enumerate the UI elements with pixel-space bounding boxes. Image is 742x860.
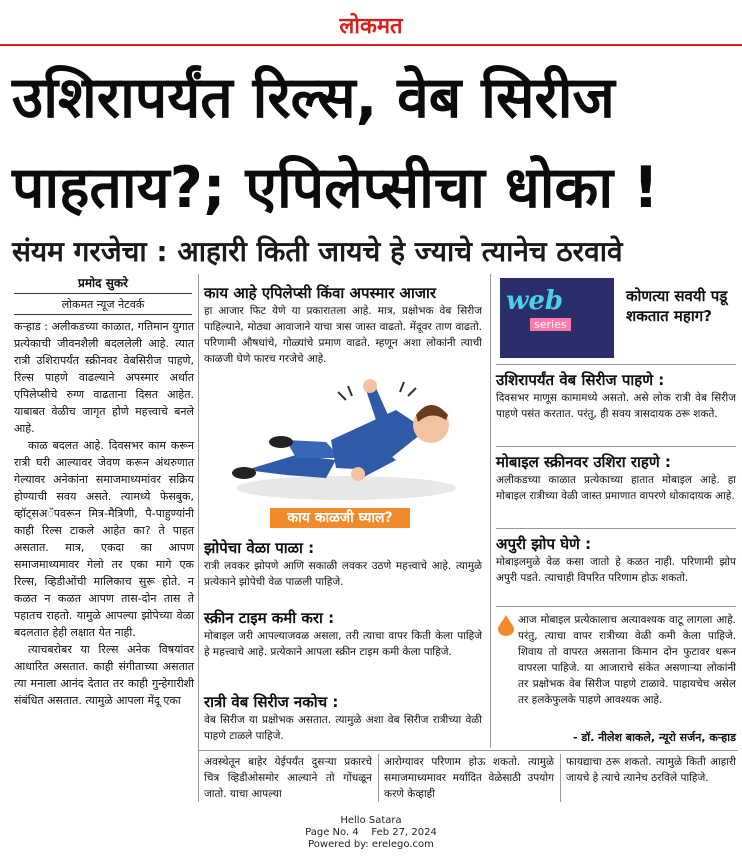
epilepsy-box-body: हा आजार फिट येणे या प्रकारातला आहे. मात्र, प्रक्षोभक वेब सिरीज पाहिल्याने, मोठ्या आवाजाने याचा त्रास जास्त वाढतो. मेंदूवर ताण वाढतो. परिणामी औषधांचे, गोळ्यांचे प्रमाण वाढते. म्हणून अशा लोकांनी त्याची काळजी घेणे फारच गरजेचे आहे. xyxy=(204,305,482,365)
bottom-paragraph: आरोग्यावर परिणाम होऊ शकतो. त्यामुळे समाजमाध्यमावर मर्यादित वेळेसाठी उपयोग करणे केव्हाही xyxy=(384,756,554,800)
page-number: Page No. 4 xyxy=(305,827,359,838)
tip-title: स्क्रीन टाइम कमी करा : xyxy=(204,609,335,627)
seizure-illustration xyxy=(226,370,466,505)
section-rule xyxy=(496,528,736,529)
column-divider xyxy=(490,274,491,748)
article-paragraph: काळ बदलत आहे. दिवसभर काम करून रात्री घरी आल्यावर जेवण करून अंथरुणात गेल्यावर अनेकांना समाजमाध्यमांवर सक्रिय होण्याची सवय असते. त्यामध्ये फेसबुक, व्हॉट्सअॅपवरून मित्र-मैत्रिणी, पै-पाहुण्यांनी काही रिल्स टाकले आहेत का? ते पाहत असतात. मात्र, एकदा का आपण समाजमाध्यमावर गेलो तर एका मागे एक रिल्स, व्हिडीओंची मालिकाच सुरू होते. न कळत न कळत आपण तास-दोन तास ते पहातच राहतो. यामुळे आपल्या झोपेच्या वेळा बदलतात हेही लक्षात येत नाही. xyxy=(14,439,194,639)
edition-name: Hello Satara xyxy=(340,815,402,826)
tip-title: झोपेचा वेळा पाळा : xyxy=(204,539,315,557)
article-paragraph: त्याचबरोबर या रिल्स अनेक विषयांवर आधारित असतात. काही संगीताच्या असतात त्या मनाला आनंद देतात तर काही गुन्हेगारीशी संबंधित असतात. त्यामुळे आपला मेंदू एका xyxy=(14,643,194,707)
section-rule xyxy=(496,606,736,607)
column-divider xyxy=(378,754,379,802)
byline xyxy=(14,274,192,315)
ad-word: series xyxy=(530,318,571,331)
habit-title: उशिरापर्यंत वेब सिरीज पाहणे : xyxy=(496,371,665,389)
quote-attribution: - डॉ. नीलेश बाकले, न्यूरो सर्जन, कऱ्हाड xyxy=(572,731,736,744)
column-divider xyxy=(560,754,561,802)
news-network: लोकमत न्यूज नेटवर्क xyxy=(14,294,192,315)
tip-body: वेब सिरीज या प्रक्षोभक असतात. त्यामुळे अशा वेब सिरीज रात्रीच्या वेळी पाहणे टाळले पाहिजे. xyxy=(204,714,482,742)
author-name: प्रमोद सुकरे xyxy=(14,274,192,294)
tip-body: रात्री लवकर झोपणे आणि सकाळी लवकर उठणे महत्त्वाचे आहे. त्यामुळे प्रत्येकाने झोपेची वेळ पाळली पाहिजे. xyxy=(204,560,482,588)
powered-by: Powered by: erelego.com xyxy=(308,839,434,850)
ad-word: web xyxy=(506,286,564,316)
bottom-rule xyxy=(198,750,738,751)
precautions-callout: काय काळजी घ्याल? xyxy=(270,508,410,528)
masthead-rule xyxy=(0,44,742,46)
section-rule xyxy=(496,446,736,447)
habit-title: अपुरी झोप घेणे : xyxy=(496,535,592,553)
newspaper-logo: लोकमत xyxy=(339,13,403,39)
web-series-image xyxy=(500,278,614,358)
page-footer xyxy=(0,815,742,851)
doctor-quote: आज मोबाइल प्रत्येकालाच अत्यावश्यक वाटू लागला आहे. परंतु, त्याचा वापर रात्रीच्या वेळी कमी केला पाहिजे. शिवाय तो वापरत असताना किमान दोन फुटावर धरून वापरला पाहिजे. या आजाराचे संकेत असणाऱ्या लोकांनी तर प्रक्षोभक वेब सिरीज पाहणे टाळावे. पाहायचेच असेल तर हलकेफुलके पाहणे आवश्यक आहे. xyxy=(518,614,736,706)
page-info xyxy=(0,827,742,839)
section-rule xyxy=(496,364,736,365)
bottom-paragraph: अवस्थेतून बाहेर येईपर्यंत दुसऱ्या प्रकारचे चित्र व्हिडीओसमोर आल्याने तो गोंधळून जातो. याचा आपल्या xyxy=(204,756,372,800)
headline-line-2: पाहताय?; एपिलेप्सीचा धोका ! xyxy=(12,155,659,221)
tip-title: रात्री वेब सिरीज नकोच : xyxy=(204,693,339,711)
habit-body: मोबाइलमुळे वेळ कसा जातो हे कळत नाही. परिणामी झोप अपुरी पडते. त्याचाही विपरित परिणाम होऊ शकतो. xyxy=(496,556,736,584)
article-column-1 xyxy=(14,318,194,709)
tip-body: मोबाइल जरी आपल्याजवळ असला, तरी त्याचा वापर किती केला पाहिजे हे महत्त्वाचे आहे. प्रत्येकाने आपला स्क्रीन टाइम कमी केला पाहिजे. xyxy=(204,630,482,658)
subheadline: संयम गरजेचा : आहारी किती जायचे हे ज्याचे त्यानेच ठरवावे xyxy=(12,235,623,268)
habit-body: अलीकडच्या काळात प्रत्येकाच्या हातात मोबाइल आहे. हा मोबाइल रात्रीच्या वेळी जास्त प्रमाणात वापरणे धोकादायक आहे. xyxy=(496,474,736,502)
article-paragraph: कऱ्हाड : अलीकडच्या काळात, गतिमान युगात प्रत्येकाची जीवनशैली बदललेली आहे. त्यात रात्री उशिरापर्यंत स्क्रीनवर वेबसिरीज पाहणे, रिल्स पाहणे वाढल्याने अपस्मार अर्थात एपिलेप्सीचे रुग्ण वाढताना दिसत आहेत. याबाबत वेळीच जागृत होणे महत्त्वाचे बनले आहे. xyxy=(14,320,194,435)
column-divider xyxy=(198,274,199,802)
page-date: Feb 27, 2024 xyxy=(371,827,437,838)
quote-drop-icon xyxy=(496,614,516,636)
bottom-paragraph: फायद्याचा ठरू शकतो. त्यामुळे किती आहारी जायचे हे त्याचे त्यानेच ठरविले पाहिजे. xyxy=(566,756,736,784)
headline-line-1: उशिरापर्यंत रिल्स, वेब सिरीज xyxy=(12,65,615,131)
masthead xyxy=(0,0,742,46)
habits-box-title: कोणत्या सवयी पडू शकतात महाग? xyxy=(626,287,728,325)
epilepsy-box-title: काय आहे एपिलेप्सी किंवा अपस्मार आजार xyxy=(204,284,437,302)
habit-body: दिवसभर माणूस कामामध्ये असतो. असे लोक रात्री वेब सिरीज पाहणे पसंत करतात. परंतु, ही सवय त्रासदायक ठरू शकते. xyxy=(496,392,736,420)
habit-title: मोबाइल स्क्रीनवर उशिरा राहणे : xyxy=(496,453,671,471)
